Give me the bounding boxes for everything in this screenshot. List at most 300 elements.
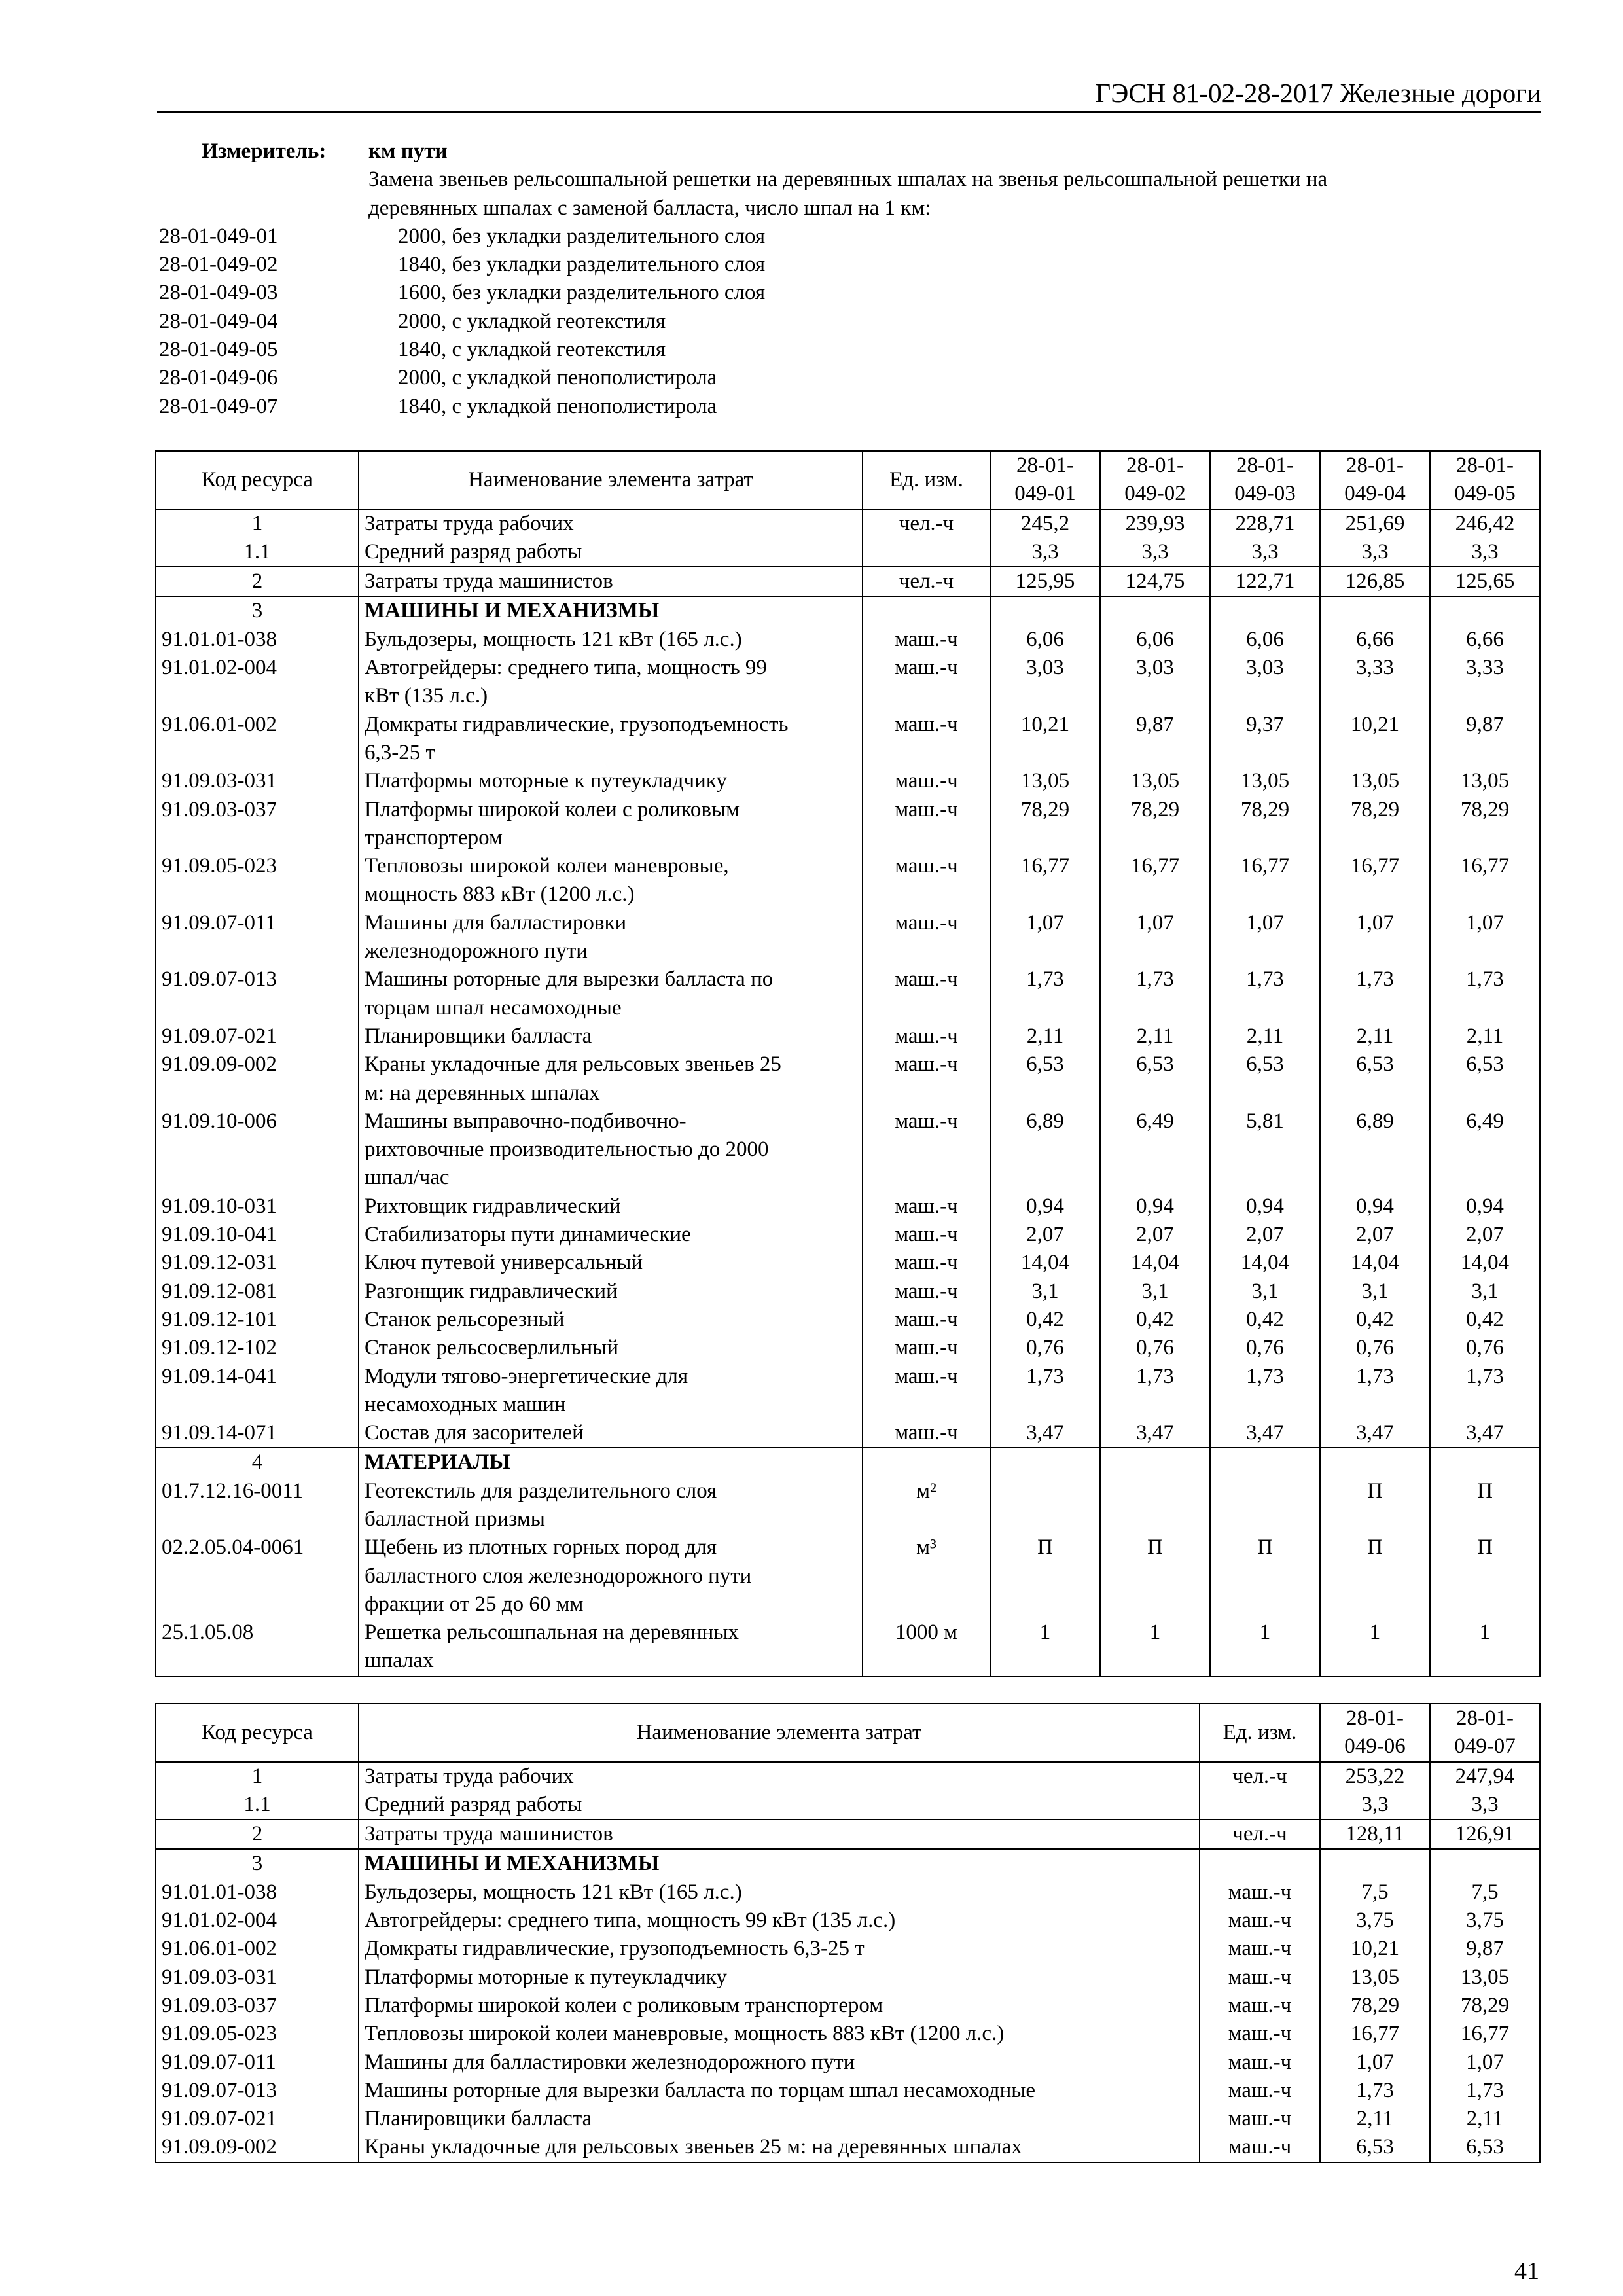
unit-cell: маш.-ч [1200,2105,1320,2133]
value-cell: 2,11 [1430,2105,1540,2133]
value-cell: 2,07 [1320,1221,1430,1249]
resource-code: 1 [156,509,359,538]
resource-name [359,1762,1200,1791]
variant-text: 1840, с укладкой геотекстиля [398,338,666,362]
column-header: Ед. изм. [1200,1704,1320,1762]
unit-cell [863,538,990,567]
resource-name [359,1050,863,1107]
resource-name [359,1249,863,1277]
column-header [1320,1704,1430,1762]
unit-cell: маш.-ч [863,626,990,654]
column-header [1430,451,1540,509]
resource-name [359,1849,1200,1878]
table-row [156,1619,1540,1676]
resource-code: 91.01.01-038 [156,1878,359,1907]
value-cell: 0,42 [1100,1306,1210,1334]
table-row [156,1964,1540,1992]
unit-cell: маш.-ч [1200,1878,1320,1907]
unit-cell: маш.-ч [863,711,990,768]
value-cell: 3,75 [1320,1907,1430,1935]
resource-code: 91.09.09-002 [156,1050,359,1107]
resource-code: 91.09.07-013 [156,2077,359,2105]
table-row [156,567,1540,596]
resource-code: 91.06.01-002 [156,1935,359,1963]
value-cell: 13,05 [1100,767,1210,795]
text-line: Краны укладочные для рельсовых звеньев 25 [365,1052,781,1077]
table-row [156,2105,1540,2133]
value-cell: 1 [1320,1619,1430,1676]
value-cell: 1 [1430,1619,1540,1676]
value-cell: 0,94 [1320,1193,1430,1221]
variant-text: 2000, без укладки разделительного слоя [398,224,766,248]
variant-code: 28-01-049-05 [159,338,278,362]
value-cell: 78,29 [1430,796,1540,853]
text-line: Машины выправочно-подбивочно- [365,1109,687,1133]
value-cell: 10,21 [990,711,1100,768]
table-row [156,909,1540,966]
description-line: Замена звеньев рельсошпальной решетки на деревянных шпалах на звенья рельсошпальной решетки на [368,168,1328,192]
value-cell: 13,05 [990,767,1100,795]
value-cell: 0,76 [990,1334,1100,1362]
unit-cell [1200,1791,1320,1820]
text-line: транспортером [365,825,503,850]
resource-name [359,626,863,654]
resource-code: 91.01.02-004 [156,654,359,711]
text-line: шпал/час [365,1166,450,1190]
resource-code: 91.09.07-011 [156,909,359,966]
value-cell: 13,05 [1210,767,1320,795]
text-line: 049-06 [1344,1734,1406,1759]
value-cell: 0,76 [1430,1334,1540,1362]
value-cell: 6,06 [1100,626,1210,654]
value-cell: 13,05 [1430,1964,1540,1992]
resource-code: 91.09.03-037 [156,796,359,853]
text-line: 28-01- [1236,454,1294,477]
column-header [1430,1704,1540,1762]
text-line: 28-01- [1346,1706,1404,1730]
value-cell: 6,53 [1320,2133,1430,2162]
value-cell [1320,1849,1430,1878]
value-cell: 3,33 [1320,654,1430,711]
text-line: Ключ путевой универсальный [365,1251,643,1275]
resource-code: 91.09.10-006 [156,1107,359,1193]
unit-cell: чел.-ч [863,509,990,538]
table-row [156,852,1540,909]
text-line: МАШИНЫ И МЕХАНИЗМЫ [365,1852,660,1876]
value-cell: 3,3 [1320,1791,1430,1820]
variant-text: 1840, без укладки разделительного слоя [398,253,766,277]
value-cell: 0,94 [1100,1193,1210,1221]
value-cell: 1,73 [990,1363,1100,1420]
value-cell: 1,07 [1430,2049,1540,2077]
value-cell: 0,42 [1320,1306,1430,1334]
intro-block [159,137,1540,421]
unit-cell: м² [863,1477,990,1534]
table-row [156,596,1540,625]
value-cell: П [990,1534,1100,1619]
resource-code: 25.1.05.08 [156,1619,359,1676]
resource-name [359,2077,1200,2105]
unit-cell [1200,1849,1320,1878]
resource-code: 1.1 [156,1791,359,1820]
resource-name [359,1992,1200,2020]
value-cell: 2,07 [1100,1221,1210,1249]
text-line: 28-01- [1456,1706,1514,1730]
value-cell: 1,07 [1320,2049,1430,2077]
resource-name [359,1791,1200,1820]
table-row [156,1935,1540,1963]
text-line: 049-02 [1124,482,1186,506]
value-cell: 3,1 [990,1278,1100,1306]
table-row [156,2133,1540,2162]
text-line: шпалах [365,1649,434,1673]
value-cell: 253,22 [1320,1762,1430,1791]
value-cell: 3,75 [1430,1907,1540,1935]
resource-name [359,1107,863,1193]
resource-name [359,1278,863,1306]
value-cell: 5,81 [1210,1107,1320,1193]
text-line: несамоходных машин [365,1392,566,1416]
variant-row [159,308,1540,336]
column-header [1320,451,1430,509]
table-row [156,2049,1540,2077]
value-cell: 16,77 [1210,852,1320,909]
resource-code: 91.01.01-038 [156,626,359,654]
value-cell: 6,89 [1320,1107,1430,1193]
resource-name [359,1878,1200,1907]
unit-cell [863,1448,990,1477]
resource-name [359,1964,1200,1992]
resource-code: 1.1 [156,538,359,567]
text-line: Щебень из плотных горных пород для [365,1535,717,1560]
column-header: Ед. изм. [863,451,990,509]
table-row [156,767,1540,795]
value-cell: 6,53 [1210,1050,1320,1107]
resource-code: 91.09.03-031 [156,767,359,795]
value-cell: 1 [1210,1619,1320,1676]
value-cell: 14,04 [1320,1249,1430,1277]
value-cell [990,596,1100,625]
unit-cell: маш.-ч [1200,1907,1320,1935]
table-header [156,1704,1540,1762]
text-line: Средний разряд работы [365,1792,582,1816]
resource-name [359,1534,863,1619]
resource-code: 3 [156,596,359,625]
resource-name [359,1334,863,1362]
resource-code: 91.06.01-002 [156,711,359,768]
text-line: Состав для засорителей [365,1421,584,1445]
resource-name [359,796,863,853]
value-cell: 3,03 [1100,654,1210,711]
resource-name [359,711,863,768]
value-cell [1100,1477,1210,1534]
resource-name [359,596,863,625]
text-line: Разгонщик гидравлический [365,1279,618,1303]
unit-cell: маш.-ч [1200,1935,1320,1963]
text-line: 049-03 [1234,482,1296,506]
unit-cell: чел.-ч [863,567,990,596]
value-cell: 6,89 [990,1107,1100,1193]
value-cell [1210,1448,1320,1477]
value-cell: 0,76 [1100,1334,1210,1362]
resource-name [359,567,863,596]
resource-name [359,909,863,966]
value-cell: 128,11 [1320,1820,1430,1849]
resource-code: 91.09.14-071 [156,1419,359,1448]
resource-code: 1 [156,1762,359,1791]
text-line: Машины роторные для вырезки балласта по торцам шпал несамоходные [365,2078,1036,2102]
text-line: 6,3-25 т [365,740,435,764]
table-row [156,1534,1540,1619]
unit-cell: маш.-ч [1200,2020,1320,2048]
table-row [156,1820,1540,1849]
value-cell: 3,3 [1100,538,1210,567]
value-cell: 1,73 [1430,965,1540,1022]
measure-label: Измеритель: [201,139,327,163]
text-line: Станок рельсорезный [365,1307,565,1331]
text-line: Средний разряд работы [365,539,582,564]
value-cell: П [1320,1477,1430,1534]
value-cell: 9,87 [1430,711,1540,768]
text-line: 28-01- [1016,454,1074,477]
variant-text: 1600, без укладки разделительного слоя [398,281,766,305]
resource-name [359,2105,1200,2133]
resource-name [359,1619,863,1676]
unit-cell: маш.-ч [863,852,990,909]
text-line: 28-01- [1126,454,1184,477]
column-header: Наименование элемента затрат [359,1704,1200,1762]
value-cell: 9,87 [1430,1935,1540,1963]
page-number: 41 [1514,2257,1539,2285]
variant-row [159,336,1540,364]
text-line: Модули тягово-энергетические для [365,1364,688,1388]
value-cell: 2,11 [1100,1022,1210,1050]
value-cell: 0,76 [1210,1334,1320,1362]
text-line: Стабилизаторы пути динамические [365,1223,691,1247]
value-cell: 0,94 [990,1193,1100,1221]
text-line: Платформы широкой колеи с роликовым транспортером [365,1993,883,2017]
value-cell: 1,73 [990,965,1100,1022]
resource-name [359,1935,1200,1963]
table-row [156,1193,1540,1221]
resource-name [359,1193,863,1221]
column-header: Код ресурса [156,1704,359,1762]
resource-name [359,1820,1200,1849]
text-line: Планировщики балласта [365,1024,592,1048]
value-cell: 16,77 [990,852,1100,909]
text-line: Геотекстиль для разделительного слоя [365,1479,717,1503]
table-row [156,1306,1540,1334]
value-cell: 78,29 [1320,796,1430,853]
value-cell: 3,1 [1430,1278,1540,1306]
resource-name [359,767,863,795]
variant-code: 28-01-049-06 [159,366,278,390]
unit-cell: маш.-ч [863,909,990,966]
value-cell: 125,65 [1430,567,1540,596]
value-cell [1210,596,1320,625]
column-header: Код ресурса [156,451,359,509]
value-cell: 3,47 [1320,1419,1430,1448]
text-line: 28-01- [1346,454,1404,477]
value-cell: П [1430,1534,1540,1619]
value-cell: П [1320,1534,1430,1619]
value-cell: 3,1 [1100,1278,1210,1306]
text-line: Платформы моторные к путеукладчику [365,769,727,793]
value-cell: 7,5 [1320,1878,1430,1907]
resource-code: 2 [156,567,359,596]
value-cell: 2,07 [990,1221,1100,1249]
resource-name [359,1419,863,1448]
value-cell: 14,04 [990,1249,1100,1277]
value-cell [990,1477,1100,1534]
description-row [159,166,1540,194]
text-line: рихтовочные производительностью до 2000 [365,1138,769,1162]
variant-code: 28-01-049-03 [159,281,278,305]
value-cell: 3,47 [1430,1419,1540,1448]
value-cell: 0,42 [1210,1306,1320,1334]
value-cell: 1,73 [1210,1363,1320,1420]
measure-unit: км пути [368,139,448,163]
value-cell: 14,04 [1100,1249,1210,1277]
variant-code: 28-01-049-01 [159,224,278,248]
value-cell: 3,3 [1210,538,1320,567]
resource-code: 91.09.09-002 [156,2133,359,2162]
value-cell: 0,94 [1430,1193,1540,1221]
unit-cell: маш.-ч [863,1278,990,1306]
unit-cell: маш.-ч [863,1193,990,1221]
resource-code: 02.2.05.04-0061 [156,1534,359,1619]
unit-cell: маш.-ч [863,654,990,711]
text-line: Станок рельсосверлильный [365,1336,619,1360]
variant-text: 1840, с укладкой пенополистирола [398,394,717,418]
variant-code: 28-01-049-07 [159,394,278,418]
variant-row [159,364,1540,392]
unit-cell: маш.-ч [863,1334,990,1362]
table-row [156,1477,1540,1534]
column-header: Наименование элемента затрат [359,451,863,509]
value-cell: 1,07 [1320,909,1430,966]
table-row [156,2020,1540,2048]
unit-cell: маш.-ч [863,1221,990,1249]
value-cell: П [1430,1477,1540,1534]
value-cell: 2,07 [1210,1221,1320,1249]
resource-code: 91.09.10-031 [156,1193,359,1221]
resource-code: 91.09.03-031 [156,1964,359,1992]
text-line: 049-01 [1014,482,1076,506]
value-cell: 1,07 [1100,909,1210,966]
value-cell: 14,04 [1430,1249,1540,1277]
table-row [156,1107,1540,1193]
description-line: деревянных шпалах с заменой балласта, число шпал на 1 км: [368,196,931,220]
text-line: Рихтовщик гидравлический [365,1194,621,1218]
text-line: МАШИНЫ И МЕХАНИЗМЫ [365,599,660,623]
table-row [156,1849,1540,1878]
value-cell: 6,53 [1430,1050,1540,1107]
resource-name [359,654,863,711]
value-cell: 245,2 [990,509,1100,538]
value-cell: 1,73 [1210,965,1320,1022]
unit-cell: маш.-ч [1200,1964,1320,1992]
unit-cell: маш.-ч [863,1022,990,1050]
value-cell: 251,69 [1320,509,1430,538]
table-row [156,626,1540,654]
resource-name [359,1477,863,1534]
unit-cell: маш.-ч [863,1050,990,1107]
text-line: Автогрейдеры: среднего типа, мощность 99 [365,656,767,680]
resource-name [359,1907,1200,1935]
resource-code: 91.09.07-021 [156,1022,359,1050]
value-cell: 2,11 [1320,2105,1430,2133]
resource-name [359,2020,1200,2048]
variant-code: 28-01-049-02 [159,253,278,277]
resource-code: 2 [156,1820,359,1849]
value-cell: 0,42 [990,1306,1100,1334]
table-row [156,2077,1540,2105]
text-line: МАТЕРИАЛЫ [365,1450,510,1475]
variant-row [159,251,1540,279]
value-cell [1210,1477,1320,1534]
resource-code: 91.09.10-041 [156,1221,359,1249]
resource-code: 4 [156,1448,359,1477]
value-cell: 3,3 [990,538,1100,567]
resource-name [359,1448,863,1477]
unit-cell: маш.-ч [1200,2049,1320,2077]
resource-code: 91.09.14-041 [156,1363,359,1420]
column-header [990,451,1100,509]
unit-cell: маш.-ч [863,1363,990,1420]
value-cell: 2,11 [990,1022,1100,1050]
value-cell: 1,07 [1210,909,1320,966]
value-cell: П [1210,1534,1320,1619]
value-cell: 228,71 [1210,509,1320,538]
resource-name [359,965,863,1022]
value-cell: 14,04 [1210,1249,1320,1277]
value-cell: 125,95 [990,567,1100,596]
column-header [1100,451,1210,509]
text-line: балластного слоя железнодорожного пути [365,1564,752,1588]
unit-cell: маш.-ч [863,767,990,795]
value-cell: 78,29 [1320,1992,1430,2020]
value-cell: 6,66 [1320,626,1430,654]
value-cell: 6,53 [1430,2133,1540,2162]
resource-name [359,509,863,538]
value-cell: П [1100,1534,1210,1619]
value-cell: 6,49 [1430,1107,1540,1193]
variant-text: 2000, с укладкой геотекстиля [398,309,666,333]
table-row [156,509,1540,538]
value-cell: 1,73 [1100,1363,1210,1420]
value-cell: 9,37 [1210,711,1320,768]
resource-name [359,1221,863,1249]
unit-cell: маш.-ч [863,1419,990,1448]
value-cell [1100,596,1210,625]
text-line: 28-01- [1456,454,1514,477]
text-line: Бульдозеры, мощность 121 кВт (165 л.с.) [365,627,742,651]
table-row [156,1334,1540,1362]
text-line: Затраты труда рабочих [365,511,574,535]
value-cell: 16,77 [1430,2020,1540,2048]
text-line: балластной призмы [365,1507,545,1531]
table-row [156,1022,1540,1050]
value-cell: 13,05 [1320,1964,1430,1992]
value-cell: 0,42 [1430,1306,1540,1334]
table-row [156,654,1540,711]
value-cell: 2,11 [1320,1022,1430,1050]
value-cell: 2,07 [1430,1221,1540,1249]
resource-code: 91.01.02-004 [156,1907,359,1935]
text-line: мощность 883 кВт (1200 л.с.) [365,882,635,906]
measure-row [159,137,1540,166]
